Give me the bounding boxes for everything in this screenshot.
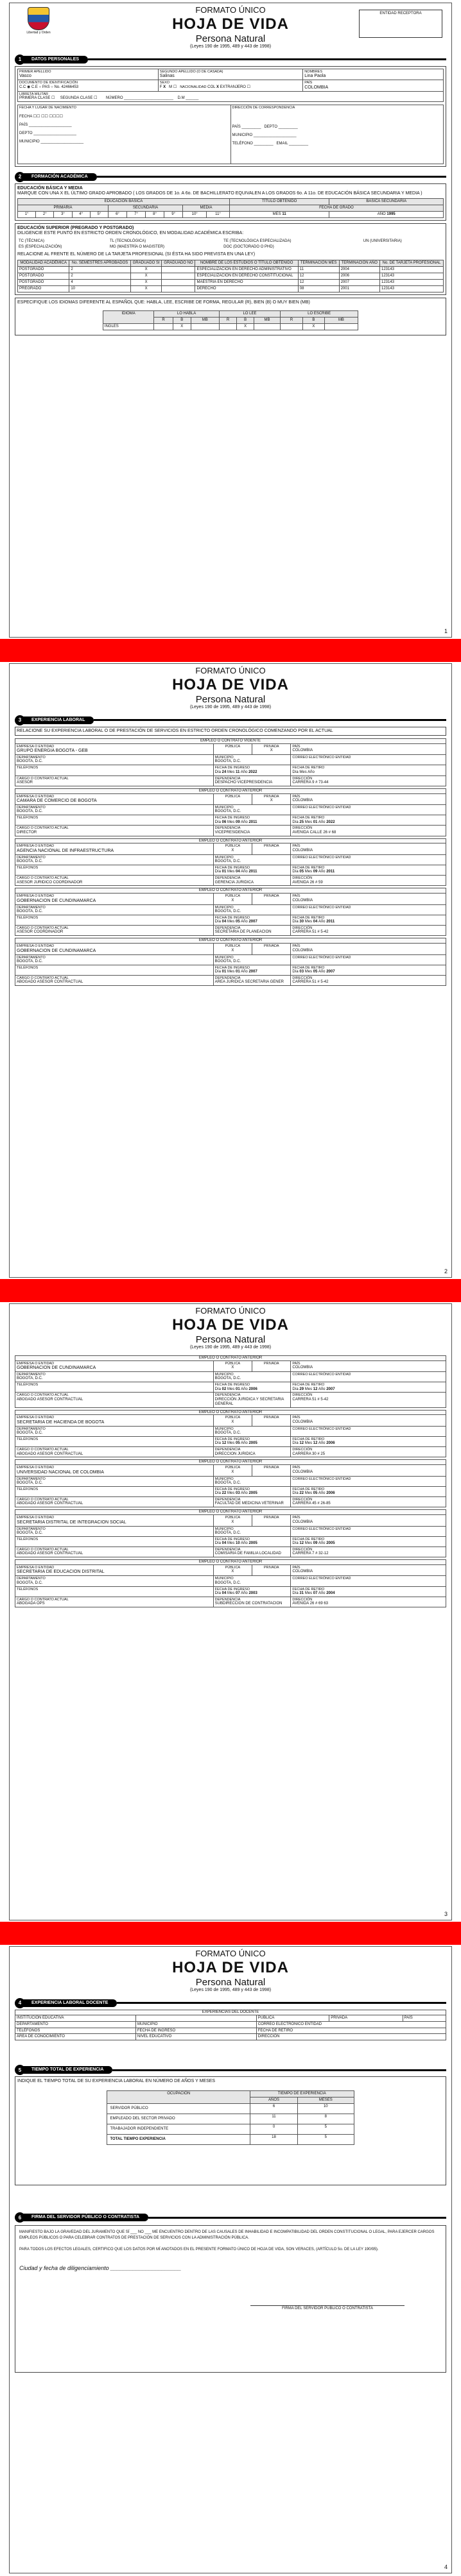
table-row: TOTAL TIEMPO EXPERIENCIA 18 5: [107, 2134, 354, 2144]
page-header: FORMATO ÚNICO HOJA DE VIDA Persona Natural (Leyes 190 de 1995, 489 y 443 de 1998): [172, 1949, 289, 1992]
page-number: 4: [444, 2563, 448, 2570]
page-header: [10, 3, 451, 49]
page-number: 3: [444, 1910, 448, 1917]
higher-education-table: MODALIDAD ACADÉMICA No. SEMESTRES APROBADOS GRADUADO SI GRADUADO NO NOMBRE DE LOS ESTUDIOS O TÍTULO OBTENIDO TERMINACIÓN MES TERMINACIÓN AÑO No. DE TARJETA PROFESIONAL POSTGRADO 2 X ESPECIALIZACION EN DERECHO ADMINISTRATIVO 11 2004 123143 POSTGRADO 2 X ESPECIALIZACION EN DERECHO CONSTITUCIONAL 12 2006 123143 POSTGRADO 4 X MAESTRIA EN DERECHO 12 2007 123143 PREGRADO 10 X DERECHO 08 2001 123143: [17, 260, 444, 292]
document-title: HOJA DE VIDA: [172, 15, 289, 33]
nombres-field[interactable]: Lina Paola: [304, 74, 326, 79]
page-4: [9, 1946, 452, 2573]
table-row: PREGRADO 10 X DERECHO 08 2001 123143: [18, 286, 444, 292]
primer-apellido-field[interactable]: Vasco: [19, 74, 31, 79]
job-entry: EMPLEO O CONTRATO ANTERIOR EMPRESA O ENTIDAD SECRETARIA DE HACIENDA DE BOGOTA PÚBLICA X PRIVADA PAÍS COLOMBIA DEPARTAMENTO BOGOTA, D.C. MUNICIPIO BOGOTA, D.C. CORREO ELECTRÓNICO ENTIDAD TELÉFONOS FECHA DE INGRESO Día 12 Mes 05 Año 2005 FECHA DE RETIRO Día 12 Mes 12 Año 2006 CARGO O CONTRATO ACTUAL ABOGADO ASESOR CONTRACTUAL DEPENDENCIA DIRECCION JURIDICA DIRECCIÓN CARRERA 30 # 25: [15, 1410, 446, 1458]
signature-box: MANIFIESTO BAJO LA GRAVEDAD DEL JURAMENTO QUE SÍ ___ NO ___ ME ENCUENTRO DENTRO DE LAS CAUSALES DE INHABILIDAD E INCOMPATIBILIDAD DEL ORDEN CONSTITUCIONAL O LEGAL, PARA EJERCER CARGOS EMPLEOS PÚBLICOS O PARA CELEBRAR CONTRATOS DE PRESTACIÓN DE SERVICIOS CON LA ADMINISTRACIÓN PÚBLICA. PARA TODOS LOS EFECTOS LEGALES, CERTIFICO QUE LOS DATOS POR MÍ ANOTADOS EN EL PRESENTE FORMATO ÚNICO DE HOJA DE VIDA, SON VERACES, (ARTÍCULO 5o. DE LA LEY 190/95). Ciudad y fecha de diligenciamiento ______________________ FIRMA DEL SERVIDOR PÚBLICO O CONTRATISTA: [15, 2225, 446, 2373]
job-entity[interactable]: SECRETARIA DE EDUCACION DISTRITAL: [17, 1570, 105, 1575]
section-header-total: 5 TIEMPO TOTAL DE EXPERIENCIA: [15, 2066, 446, 2074]
basic-education-box: EDUCACIÓN BÁSICA Y MEDIA MARQUE CON UNA X EL ÚLTIMO GRADO APROBADO ( LOS GRADOS DE 1o. A 6o. DE BACHILLERATO EQUIVALEN A LOS GRADOS 6o. A 11o. DE EDUCACIÓN BÁSICA SECUNDARIA Y MEDIA ) EDUCACIÓN BÁSICA TÍTULO OBTENIDO BASICA SECUNDARIA PRIMARIA SECUNDARIA MEDIA FECHA DE GRADO 1° 2° 3° 4° 5° 6° 7° 8° 9° 10° 11° MES 11 AÑO 1995: [15, 183, 446, 221]
section-header-experience: 3 EXPERIENCIA LABORAL: [15, 716, 446, 724]
page-3: [9, 1303, 452, 1920]
page-1: [9, 3, 452, 638]
section-header-teaching: 4 EXPERIENCIA LABORAL DOCENTE: [15, 1999, 446, 2007]
page-separator: [0, 1279, 461, 1302]
job-entity[interactable]: SECRETARIA DISTRITAL DE INTEGRACION SOCIAL: [17, 1520, 126, 1525]
section-header-signature: 6 FIRMA DEL SERVIDOR PÚBLICO O CONTRATISTA: [15, 2214, 446, 2221]
page-separator: [0, 1922, 461, 1945]
segundo-apellido-field[interactable]: Salinas: [159, 74, 175, 79]
higher-education-box: EDUCACIÓN SUPERIOR (PREGRADO Y POSTGRADO) DILIGENCIE ESTE PUNTO EN ESTRICTO ORDEN CRONOLÓGICO, EN MODALIDAD ACADÉMICA ESCRIBA: TC (TÉCNICA) TL (TECNOLÓGICA) TE (TECNOLÓGICA ESPECIALIZADA) UN (UNIVERSITARIA) ES (ESPECIALIZACIÓN) MG (MAESTRÍA O MAGISTER) DOC (DOCTORADO O PHD) RELACIONE AL FRENTE EL NÚMERO DE LA TARJETA PROFESIONAL (SI ÉSTA HA SIDO PREVISTA EN UNA LEY) MODALIDAD ACADÉMICA No. SEMESTRES APROBADOS GRADUADO SI GRADUADO NO NOMBRE DE LOS ESTUDIOS O TÍTULO OBTENIDO TERMINACIÓN MES TERMINACIÓN AÑO No. DE TARJETA PROFESIONAL POSTGRADO 2 X ESPECIALIZACION EN DERECHO ADMINISTRATIVO 11 2004 123143 POSTGRADO 2 X ESPECIALIZACION EN DERECHO CONSTITUCIONAL 12 2006 123143 POSTGRADO 4 X MAESTRIA EN DERECHO 12 2007 123143 PREGRADO 10 X DERECHO 08 2001 123143: [15, 223, 446, 295]
job-entry: EMPLEO O CONTRATO ANTERIOR EMPRESA O ENTIDAD UNIVERSIDAD NACIONAL DE COLOMBIA PÚBLICA X PRIVADA PAÍS COLOMBIA DEPARTAMENTO BOGOTA, D.C. MUNICIPIO BOGOTA, D.C. CORREO ELECTRÓNICO ENTIDAD TELÉFONOS FECHA DE INGRESO Día 22 Mes 03 Año 2005 FECHA DE RETIRO Día 22 Mes 05 Año 2006 CARGO O CONTRATO ACTUAL ABOGADO ASESOR CONTRACTUAL DEPENDENCIA FACULTAD DE MEDICINA VETERINAR DIRECCIÓN CARRERA 45 # 26-85: [15, 1459, 446, 1507]
table-row: TRABAJADOR INDEPENDIENTE 0 5: [107, 2124, 354, 2134]
page-separator: [0, 639, 461, 662]
job-entry: EMPLEO O CONTRATO ANTERIOR EMPRESA O ENTIDAD AGENCIA NACIONAL DE INFRAESTRUCTURA PÚBLICA X PRIVADA PAÍS COLOMBIA DEPARTAMENTO BOGOTA, D.C. MUNICIPIO BOGOTA, D.C. CORREO ELECTRÓNICO ENTIDAD TELÉFONOS FECHA DE INGRESO Día 01 Mes 04 Año 2011 FECHA DE RETIRO Día 05 Mes 09 Año 2011 CARGO O CONTRATO ACTUAL ASESOR JURIDICO COORDINADOR DEPENDENCIA GERENCIA JURIDICA DIRECCIÓN AVENIDA 26 # 59: [15, 838, 446, 886]
entidad-receptora-box[interactable]: ENTIDAD RECEPTORA: [359, 10, 442, 38]
table-row: SERVIDOR PÚBLICO 6 10: [107, 2104, 354, 2114]
page-2: [9, 663, 452, 1278]
job-entry: EMPLEO O CONTRATO ANTERIOR EMPRESA O ENTIDAD SECRETARIA DISTRITAL DE INTEGRACION SOCIAL PÚBLICA X PRIVADA PAÍS COLOMBIA DEPARTAMENTO BOGOTA, D.C. MUNICIPIO BOGOTA, D.C. CORREO ELECTRÓNICO ENTIDAD TELÉFONOS FECHA DE INGRESO Día 04 Mes 10 Año 2005 FECHA DE RETIRO Día 12 Mes 09 Año 2005 CARGO O CONTRATO ACTUAL ABOGADO ASESOR CONTRACTUAL DEPENDENCIA COMISARIA DE FAMILIA LOCALIDAD DIRECCIÓN CARRERA 7 # 32-12: [15, 1509, 446, 1557]
document-subtitle: Persona Natural: [195, 33, 266, 44]
sexo-f-mark[interactable]: X: [163, 85, 166, 89]
job-entry: EMPLEO O CONTRATO ANTERIOR EMPRESA O ENTIDAD SECRETARIA DE EDUCACION DISTRITAL PÚBLICA X PRIVADA PAÍS COLOMBIA DEPARTAMENTO BOGOTA, D.C. MUNICIPIO BOGOTA, D.C. CORREO ELECTRÓNICO ENTIDAD TELÉFONOS FECHA DE INGRESO Día 04 Mes 07 Año 2003 FECHA DE RETIRO Día 31 Mes 07 Año 2004 CARGO O CONTRATO ACTUAL ABOGADA OPS DEPENDENCIA SUBDIRECCION DE CONTRATACION DIRECCIÓN AVENIDA 26 # 69 63: [15, 1559, 446, 1607]
job-entity[interactable]: UNIVERSIDAD NACIONAL DE COLOMBIA: [17, 1470, 104, 1475]
law-reference: (Leyes 190 de 1995, 489 y 443 de 1998): [189, 44, 272, 49]
section-header-academic: 2 FORMACIÓN ACADÉMICA: [15, 173, 446, 181]
personal-data-box: PRIMER APELLIDO Vasco SEGUNDO APELLIDO (O DE CASADA) Salinas NOMBRES Lina Paola DOCUMENTO DE IDENTIFICACIÓN C.C ◉ C.E ○ PAS ○ No. 42466453 SEXO F X M ☐ NACIONALIDAD COL X EXTRANJERO ☐ PAÍS COLOMBIA LIBRETA MILITAR PRIMERA CLASE ☐ SEGUNDA CLASE ☐ NÚMERO _______________________ D.M ______ FECHA Y LUGAR DE NACIMIENTO FECHA ☐☐ ☐☐ ☐☐☐☐ PAÍS ____________________ DEPTO ____________________ MUNICIPIO ____________________ DIRECCIÓN DE CORRESPONDENCIA PAÍS _________ DEPTO _________ MUNICIPIO ____________________ TELÉFONO _________ EMAIL _________: [15, 66, 446, 167]
total-experience-table: OCUPACIÓN TIEMPO DE EXPERIENCIA AÑOS MESES SERVIDOR PÚBLICO 6 10 EMPLEADO DEL SECTOR PRIVADO 11 8 TRABAJADOR INDEPENDIENTE 0 5 TOTAL TIEMPO EXPERIENCIA 18 5: [107, 2090, 354, 2144]
job-entity[interactable]: SECRETARIA DE HACIENDA DE BOGOTA: [17, 1419, 105, 1425]
table-row: EMPLEADO DEL SECTOR PRIVADO 11 8: [107, 2114, 354, 2124]
languages-table: IDIOMA LO HABLA LO LEE LO ESCRIBE R B MB R B MB R B MB INGLES X X X: [103, 310, 358, 330]
page-number: 2: [444, 1267, 448, 1275]
job-entry: EMPLEO O CONTRATO ANTERIOR EMPRESA O ENTIDAD GOBERNACION DE CUNDINAMARCA PÚBLICA X PRIVADA PAÍS COLOMBIA DEPARTAMENTO BOGOTA, D.C. MUNICIPIO BOGOTA, D.C. CORREO ELECTRÓNICO ENTIDAD TELÉFONOS FECHA DE INGRESO Día 02 Mes 01 Año 2006 FECHA DE RETIRO Día 29 Mes 12 Año 2007 CARGO O CONTRATO ACTUAL ABOGADO ASESOR CONTRACTUAL DEPENDENCIA DIRECCIÓN JURIDICA Y SECRETARIA GENERAL DIRECCIÓN CARRERA 51 # 5-42: [15, 1355, 446, 1408]
job-entry: EMPLEO O CONTRATO ANTERIOR EMPRESA O ENTIDAD GOBERNACION DE CUNDINAMARCA PÚBLICA X PRIVADA PAÍS COLOMBIA DEPARTAMENTO BOGOTA, D.C. MUNICIPIO BOGOTA, D.C. CORREO ELECTRÓNICO ENTIDAD TELÉFONOS FECHA DE INGRESO Día 01 Mes 01 Año 2007 FECHA DE RETIRO Día 03 Mes 05 Año 2007 CARGO O CONTRATO ACTUAL ABOGADO ASESOR CONTRACTUAL DEPENDENCIA AREA JURIDICA SECRETARIA GENER DIRECCIÓN CARRERA 51 # 5-42: [15, 938, 446, 986]
teaching-box: EXPERIENCIAS DEL DOCENTE INSTITUCIÓN EDUCATIVA PÚBLICA PRIVADA PAÍS DEPARTAMENTO MUNICIPIO CORREO ELECTRÓNICO ENTIDAD TELÉFONOS FECHA DE INGRESO FECHA DE RETIRO ÁREA DE CONOCIMIENTO NIVEL EDUCATIVO DIRECCIÓN: [15, 2010, 446, 2040]
total-experience-box: INDIQUE EL TIEMPO TOTAL DE SU EXPERIENCIA LABORAL EN NÚMERO DE AÑOS Y MESES OCUPACIÓN TIEMPO DE EXPERIENCIA AÑOS MESES SERVIDOR PÚBLICO 6 10 EMPLEADO DEL SECTOR PRIVADO 11 8 TRABAJADOR INDEPENDIENTE 0 5 TOTAL TIEMPO EXPERIENCIA 18 5: [15, 2076, 446, 2185]
page-header: FORMATO ÚNICO HOJA DE VIDA Persona Natural (Leyes 190 de 1995, 489 y 443 de 1998): [172, 1306, 289, 1350]
formato-label: FORMATO ÚNICO: [195, 5, 266, 15]
job-entity[interactable]: CAMARA DE COMERCIO DE BOGOTA: [17, 798, 97, 803]
table-row: POSTGRADO 4 X MAESTRIA EN DERECHO 12 2007 123143: [18, 280, 444, 286]
job-entity[interactable]: GOBERNACION DE CUNDINAMARCA: [17, 948, 96, 953]
job-entry: EMPLEO O CONTRATO ANTERIOR EMPRESA O ENTIDAD GOBERNACION DE CUNDINAMARCA PÚBLICA X PRIVADA PAÍS COLOMBIA DEPARTAMENTO BOGOTA, D.C. MUNICIPIO BOGOTA, D.C. CORREO ELECTRÓNICO ENTIDAD TELÉFONOS FECHA DE INGRESO Día 04 Mes 05 Año 2007 FECHA DE RETIRO Día 30 Mes 04 Año 2011 CARGO O CONTRATO ACTUAL ASESOR COORDINADOR DEPENDENCIA SECRETARIA DE PLANEACION DIRECCIÓN CARRERA 51 # 5-42: [15, 888, 446, 936]
coat-of-arms-icon: Libertad y Orden: [25, 7, 52, 35]
doc-number-field[interactable]: 42466453: [61, 85, 79, 89]
experience-intro: RELACIONE SU EXPERIENCIA LABORAL O DE PRESTACIÓN DE SERVICIOS EN ESTRICTO ORDEN CRONOLÓGICO COMENZANDO POR EL ACTUAL: [15, 727, 446, 736]
languages-box: ESPECIFIQUE LOS IDIOMAS DIFERENTE AL ESPAÑOL QUE: HABLA, LEE, ESCRIBE DE FORMA, REGULAR (R), BIEN (B) O MUY BIEN (MB) IDIOMA LO HABLA LO LEE LO ESCRIBE R B MB R B MB R B MB INGLES X X X: [15, 298, 446, 335]
job-entity[interactable]: GOBERNACION DE CUNDINAMARCA: [17, 898, 96, 903]
table-row: POSTGRADO 2 X ESPECIALIZACION EN DERECHO CONSTITUCIONAL 12 2006 123143: [18, 273, 444, 280]
job-entity[interactable]: AGENCIA NACIONAL DE INFRAESTRUCTURA: [17, 848, 114, 853]
table-row: POSTGRADO 2 X ESPECIALIZACION EN DERECHO ADMINISTRATIVO 11 2004 123143: [18, 267, 444, 273]
job-entry: EMPLEO O CONTRATO ANTERIOR EMPRESA O ENTIDAD CAMARA DE COMERCIO DE BOGOTA PÚBLICA PRIVADA X PAÍS COLOMBIA DEPARTAMENTO BOGOTA, D.C. MUNICIPIO BOGOTA, D.C. CORREO ELECTRÓNICO ENTIDAD TELÉFONOS FECHA DE INGRESO Día 06 Mes 09 Año 2011 FECHA DE RETIRO Día 25 Mes 01 Año 2022 CARGO O CONTRATO ACTUAL DIRECTOR DEPENDENCIA VICEPRESIDENCIA DIRECCIÓN AVENIDA CALLE 26 # 68: [15, 788, 446, 836]
section-header-personal: 1 DATOS PERSONALES: [15, 56, 446, 64]
pais-field[interactable]: COLOMBIA: [304, 85, 329, 90]
job-entity[interactable]: GOBERNACION DE CUNDINAMARCA: [17, 1366, 96, 1371]
page-header: FORMATO ÚNICO HOJA DE VIDA Persona Natural (Leyes 190 de 1995, 489 y 443 de 1998): [172, 666, 289, 709]
job-entity[interactable]: GRUPO ENERGIA BOGOTA - GEB: [17, 749, 88, 754]
page-number: 1: [444, 627, 448, 634]
signature-line[interactable]: FIRMA DEL SERVIDOR PÚBLICO O CONTRATISTA: [250, 2305, 404, 2312]
job-entry: EMPLEO O CONTRATO VIGENTE EMPRESA O ENTIDAD GRUPO ENERGIA BOGOTA - GEB PÚBLICA PRIVADA X PAÍS COLOMBIA DEPARTAMENTO BOGOTA, D.C. MUNICIPIO BOGOTA, D.C. CORREO ELECTRÓNICO ENTIDAD TELÉFONOS FECHA DE INGRESO Día 24 Mes 11 Año 2022 FECHA DE RETIRO Día Mes Año CARGO O CONTRATO ACTUAL ASESOR DEPENDENCIA DESPACHO VICEPRESIDENCIA DIRECCIÓN CARRERA 9 # 73-44: [15, 738, 446, 786]
